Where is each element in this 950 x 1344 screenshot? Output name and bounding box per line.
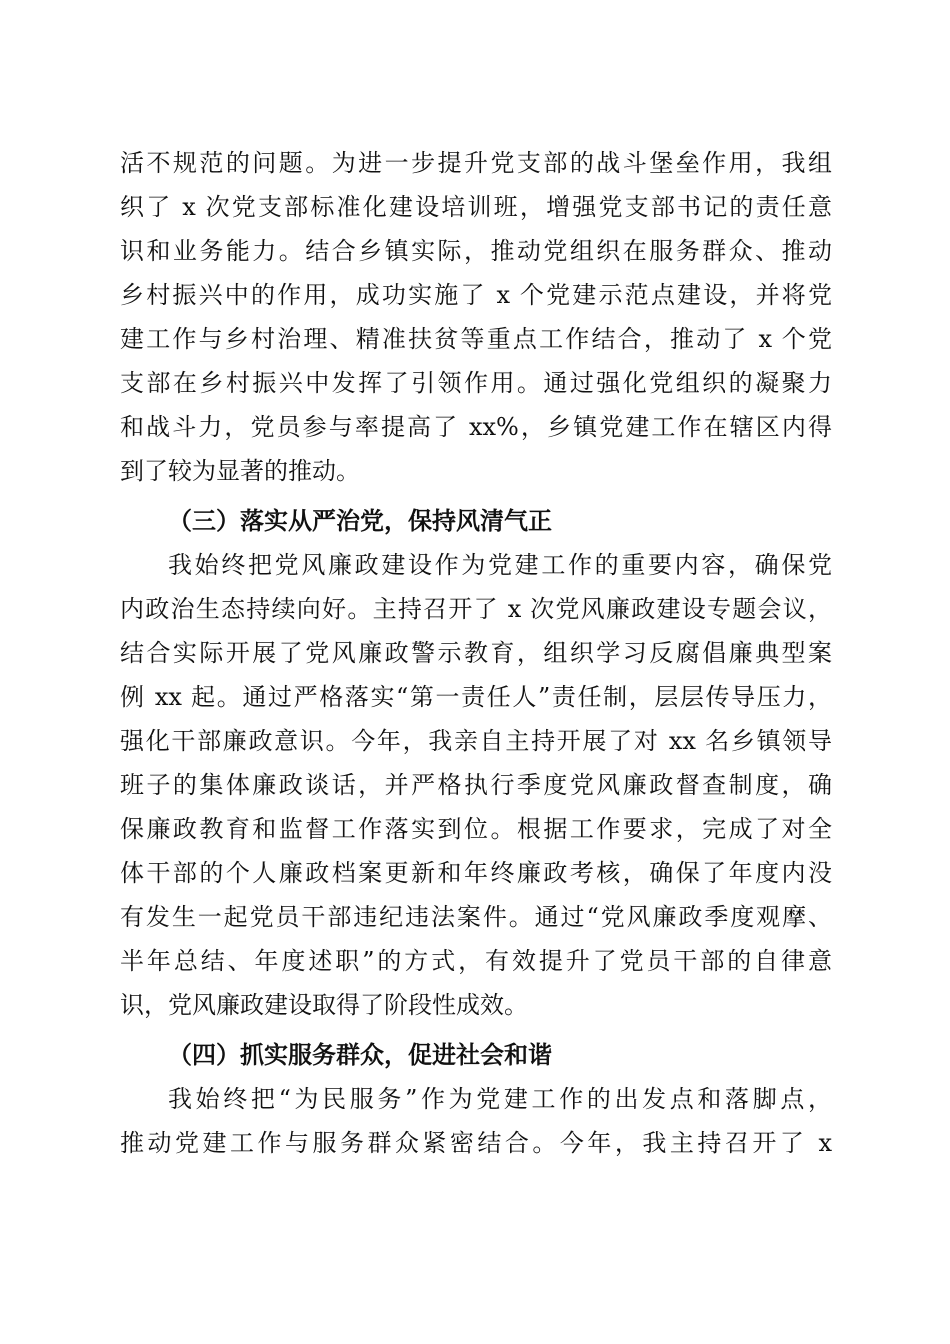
paragraph-1-line-7: 和战斗力，党员参与率提高了 xx%，乡镇党建工作在辖区内得 [120, 413, 832, 441]
paragraph-2-line-7: 保廉政教育和监督工作落实到位。根据工作要求，完成了对全 [120, 815, 832, 843]
paragraph-2-line-1: 我始终把党风廉政建设作为党建工作的重要内容，确保党 [168, 551, 832, 579]
paragraph-2-line-10: 半年总结、年度述职”的方式，有效提升了党员干部的自律意 [120, 947, 832, 975]
paragraph-2-line-4: 例 xx 起。通过严格落实“第一责任人”责任制，层层传导压力， [120, 683, 832, 711]
paragraph-1-line-1: 活不规范的问题。为进一步提升党支部的战斗堡垒作用，我组 [120, 149, 832, 177]
paragraph-2-line-11: 识，党风廉政建设取得了阶段性成效。 [120, 991, 528, 1019]
section-heading-3: （三）落实从严治党，保持风清气正 [168, 507, 552, 535]
paragraph-1-line-4: 乡村振兴中的作用，成功实施了 x 个党建示范点建设，并将党 [120, 281, 832, 309]
paragraph-1-line-2: 织了 x 次党支部标准化建设培训班，增强党支部书记的责任意 [120, 193, 832, 221]
paragraph-3-line-2: 推动党建工作与服务群众紧密结合。今年，我主持召开了 x [120, 1129, 832, 1157]
paragraph-3-line-1: 我始终把“为民服务”作为党建工作的出发点和落脚点， [168, 1085, 832, 1113]
paragraph-1-line-6: 支部在乡村振兴中发挥了引领作用。通过强化党组织的凝聚力 [120, 369, 832, 397]
paragraph-2-line-6: 班子的集体廉政谈话，并严格执行季度党风廉政督查制度，确 [120, 771, 832, 799]
paragraph-1-line-5: 建工作与乡村治理、精准扶贫等重点工作结合，推动了 x 个党 [120, 325, 832, 353]
paragraph-2-line-3: 结合实际开展了党风廉政警示教育，组织学习反腐倡廉典型案 [120, 639, 832, 667]
paragraph-1-line-8: 到了较为显著的推动。 [120, 457, 360, 485]
paragraph-2-line-9: 有发生一起党员干部违纪违法案件。通过“党风廉政季度观摩、 [120, 903, 832, 931]
paragraph-2-line-2: 内政治生态持续向好。主持召开了 x 次党风廉政建设专题会议， [120, 595, 832, 623]
section-heading-4: （四）抓实服务群众，促进社会和谐 [168, 1041, 552, 1069]
paragraph-2-line-5: 强化干部廉政意识。今年，我亲自主持开展了对 xx 名乡镇领导 [120, 727, 832, 755]
paragraph-1-line-3: 识和业务能力。结合乡镇实际，推动党组织在服务群众、推动 [120, 237, 832, 265]
paragraph-2-line-8: 体干部的个人廉政档案更新和年终廉政考核，确保了年度内没 [120, 859, 832, 887]
